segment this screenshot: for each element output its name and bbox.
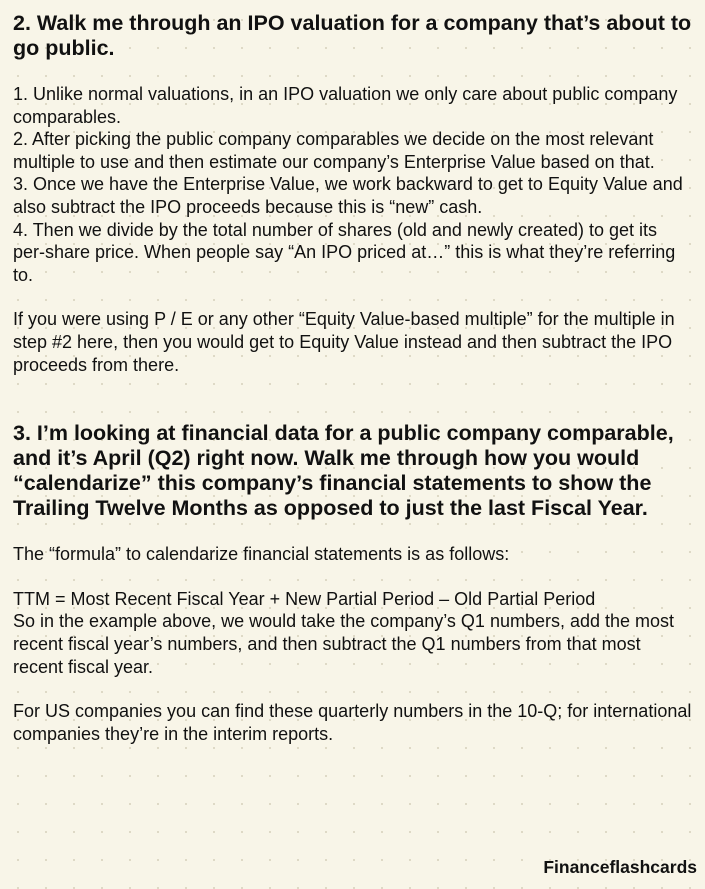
question-3-note: For US companies you can find these quarterly numbers in the 10-Q; for international companies they’re in the interim reports. [13,701,692,744]
step-4: 4. Then we divide by the total number of shares (old and newly created) to get its per-share price. When people say “An IPO priced at…” this is what they’re referring to. [13,219,676,285]
question-3-title: 3. I’m looking at financial data for a public company comparable, and it’s April (Q2) right now. Walk me through how you would “calendarize” this company’s financial statements to show the Trailing Twelve Months as opposed to just the last Fiscal Year. [13,421,674,521]
calendarize-intro: The “formula” to calendarize financial statements is as follows: [13,544,510,565]
ttm-formula: TTM = Most Recent Fiscal Year + New Partial Period – Old Partial Period [13,588,596,609]
step-2: 2. After picking the public company comparables we decide on the most relevant multiple to use and then estimate our company’s Enterprise Value based on that. [13,129,655,172]
step-1: 1. Unlike normal valuations, in an IPO valuation we only care about public company comparables. [13,84,678,127]
question-2-note: If you were using P / E or any other “Equity Value-based multiple” for the multiple in step #2 here, then you would get to Equity Value instead and then subtract the IPO proceeds from there. [13,309,675,375]
brand-footer: Financeflashcards [543,857,697,877]
calendarize-explanation: So in the example above, we would take the company’s Q1 numbers, add the most recent fiscal year’s numbers, and then subtract the Q1 numbers from that most recent fiscal year. [13,611,675,677]
question-2-title: 2. Walk me through an IPO valuation for a company that’s about to go public. [13,11,692,60]
flashcard-page [13,11,693,745]
step-3: 3. Once we have the Enterprise Value, we work backward to get to Equity Value and also subtract the IPO proceeds because this is “new” cash. [13,174,683,217]
